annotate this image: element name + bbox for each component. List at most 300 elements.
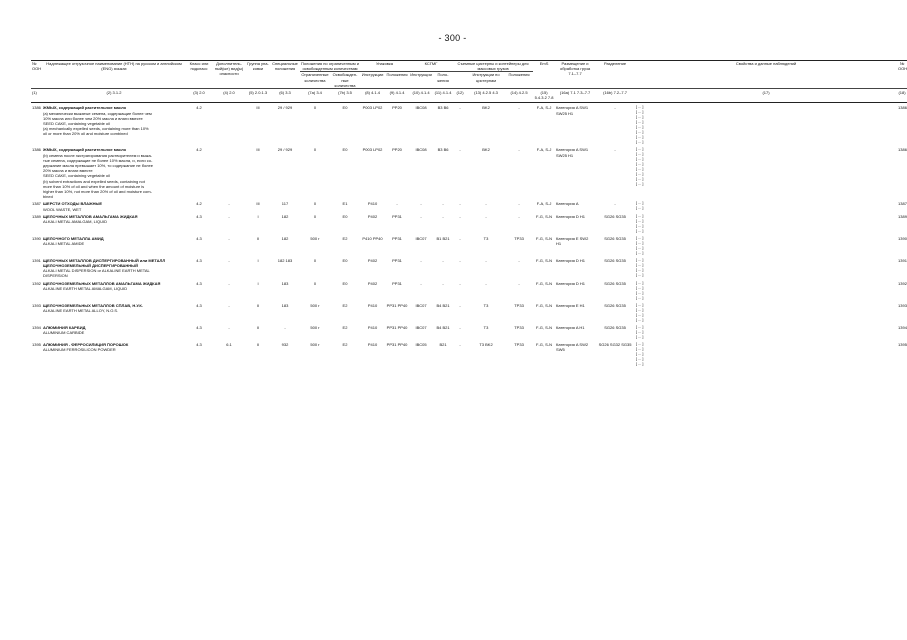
segregation-cell: SG26 SG32 SG35	[598, 341, 632, 347]
col-header-tank-provisions: Положения	[505, 72, 533, 89]
properties-line: [ ... ]	[636, 317, 644, 322]
packing-provision-cell: PP31 PP40	[386, 324, 408, 330]
ibc-instruction-cell: IBC08	[415, 105, 427, 111]
ibc-instruction-cell: IBC07	[415, 324, 427, 330]
stowage-cell: Категория A SW2 SW5	[556, 341, 589, 352]
colnum-3: (3) 2.0	[186, 89, 212, 103]
packing-provision-cell: PP20	[392, 147, 402, 153]
tank-instruction-cell: BK2	[482, 147, 490, 153]
col-header-ems: EmS	[533, 61, 555, 89]
subsidiary-risk-cell: -	[228, 235, 230, 241]
properties-line: [ ... ]	[636, 105, 644, 110]
table-row	[31, 147, 907, 199]
properties-line: [ ... ]	[636, 162, 644, 167]
product-name-line: 10% масла или более чем 20% масла и влаги вместе	[43, 115, 143, 121]
product-name-line: more than 10% of oil and when the amount of moisture is	[43, 183, 145, 189]
properties-cell	[635, 236, 897, 256]
properties-line: [ ... ]	[636, 147, 644, 152]
un-number-cell: 1386	[32, 105, 41, 111]
packing-instruction-cell: P410	[367, 324, 378, 330]
un-number-cell: 1387	[32, 201, 41, 207]
product-name-cell	[42, 201, 186, 211]
tank-provision-cell: TP33	[514, 341, 524, 347]
product-name-ru: ЖМЫХ, содержащий растительное масло	[43, 147, 127, 153]
class-cell: 4.3	[196, 213, 202, 219]
subsidiary-risk-cell: -	[228, 257, 230, 263]
packing-instruction-cell: P402	[367, 213, 378, 219]
page-number: - 300 -	[438, 33, 467, 43]
tank-provision-cell: TP33	[514, 324, 524, 330]
excepted-quantity-cell: E2	[342, 235, 348, 241]
tank-provision-cell: -	[518, 201, 520, 207]
table-row	[31, 214, 907, 234]
ems-cell: F-A, S-J	[536, 147, 552, 153]
product-name-line: держание масла превышает 10%, то содержание не более	[43, 163, 153, 169]
stowage-cell: Категория D H1	[556, 280, 585, 286]
excepted-quantity-cell: E0	[342, 213, 348, 219]
un-number-cell: 1395	[32, 341, 41, 347]
table-row	[31, 105, 907, 145]
product-name-cell	[42, 258, 186, 279]
product-name-line: ALKALINE EARTH METAL AMALGAM, LIQUID	[43, 285, 128, 291]
stowage-cell: Категория A H1	[556, 324, 585, 330]
class-cell: 4.3	[196, 341, 202, 347]
limited-quantity-cell: 0	[313, 201, 317, 207]
un-number-cell: 1393	[32, 302, 41, 308]
ibc-provision-cell: -	[442, 213, 444, 219]
properties-line: [ ... ]	[636, 272, 644, 277]
packing-group-cell: I	[257, 280, 259, 286]
un-number-right-cell: 1394	[898, 324, 907, 330]
packing-provision-cell: PP31	[392, 257, 402, 263]
product-name-cell	[42, 303, 186, 323]
special-provisions-cell: 932	[281, 341, 289, 347]
un-number-cell: 1391	[32, 257, 41, 263]
properties-cell	[635, 258, 897, 279]
properties-line: [ ... ]	[636, 290, 644, 295]
limited-quantity-cell: 500 г	[310, 324, 320, 330]
ems-cell: F-G, S-N	[536, 280, 553, 286]
un-number-right-cell: 1390	[898, 235, 907, 241]
packing-instruction-cell: P410	[367, 201, 378, 207]
colnum-5: (5) 2.0.1.3	[246, 89, 270, 103]
header-row	[31, 61, 907, 72]
excepted-quantity-cell: E2	[342, 302, 348, 308]
col12-cell: -	[459, 105, 461, 111]
table-row	[31, 325, 907, 340]
packing-provision-cell: -	[396, 201, 398, 207]
segregation-cell: -	[614, 147, 616, 153]
ems-cell: F-G, S-N	[536, 324, 553, 330]
special-provisions-cell: 183	[281, 302, 289, 308]
tank-instruction-cell: -	[485, 257, 487, 263]
stowage-cell: Категория E H1	[556, 302, 585, 308]
properties-line: [ ... ]	[636, 172, 644, 177]
properties-line: [ ... ]	[636, 218, 644, 223]
ems-cell: F-G, S-N	[536, 341, 553, 347]
product-name-line: bined	[43, 194, 53, 200]
segregation-cell: -	[614, 105, 616, 111]
product-name-line: oil or more than 20% oil and moisture combined	[43, 131, 128, 137]
col-header-packing-instructions: Инструкции	[360, 72, 385, 89]
colnum-15: (15) 5.4.3.2 7.8	[533, 89, 555, 103]
col-header-ibc-instructions: Инструкции	[409, 72, 433, 89]
special-provisions-cell: 29 / 929	[277, 105, 293, 111]
class-cell: 4.3	[196, 257, 202, 263]
colnum-16a: (16a) 7.1 7.3–7.7	[555, 89, 595, 103]
segregation-cell: SG26 SG35	[604, 302, 626, 308]
colnum-14: (14) 4.2.5	[505, 89, 533, 103]
product-name-ru: ЩЕЛОЧНЫХ МЕТАЛЛОВ АМАЛЬГАМА ЖИДКАЯ	[43, 213, 138, 219]
limited-quantity-cell: 500 г	[310, 235, 320, 241]
subsidiary-risk-cell	[212, 105, 246, 145]
product-name-ru: ЩЕЛОЧНОЗЕМЕЛЬНЫХ МЕТАЛЛОВ АМАЛЬГАМА ЖИДКАЯ	[43, 280, 161, 286]
properties-cell	[635, 342, 897, 367]
properties-cell	[635, 325, 897, 340]
segregation-cell: SG26 SG35	[604, 257, 626, 263]
col-header-class: Класс или подкласс	[186, 61, 212, 89]
ibc-instruction-cell: -	[420, 280, 422, 286]
limited-quantity-cell: 0	[313, 257, 317, 263]
product-name-cell	[42, 105, 186, 145]
class-cell: 4.2	[196, 201, 202, 207]
packing-group-cell: I	[257, 213, 259, 219]
product-name-line: SEED CAKE, containing vegetable oil	[43, 121, 110, 127]
col-header-packing-group: Группа упаковки	[246, 61, 270, 89]
colnum-16b: (16b) 7.2–7.7	[595, 89, 635, 103]
col-header-packing: Упаковка	[360, 61, 409, 72]
product-name-line: SEED CAKE, containing vegetable oil	[43, 173, 110, 179]
table-row	[31, 303, 907, 323]
class-cell: 4.2	[196, 105, 202, 111]
colnum-4: (4) 2.0	[212, 89, 246, 103]
ibc-instruction-cell: -	[420, 213, 422, 219]
col-header-limited-excepted: Положения по ограниченным и освобожденным количествам	[301, 61, 359, 72]
tank-instruction-cell: -	[485, 201, 487, 207]
ems-cell: F-G, S-N	[536, 235, 553, 241]
product-name-cell	[42, 342, 186, 367]
properties-line: [ ... ]	[636, 324, 644, 329]
excepted-quantity-cell: E0	[342, 257, 348, 263]
product-name-ru: АЛЮМИНИЯ КАРБИД	[43, 324, 86, 330]
un-number-right-cell: 1387	[898, 201, 907, 207]
table-row	[31, 281, 907, 301]
ibc-instruction-cell: -	[420, 257, 422, 263]
colnum-2: (2) 3.1.2	[42, 89, 186, 103]
product-name-ru: АЛЮМИНИЯ - ФЕРРОСИЛИЦИЯ ПОРОШОК	[43, 341, 129, 347]
ibc-provision-cell: B21	[439, 341, 447, 347]
colnum-10: (10) 4.1.4	[409, 89, 433, 103]
subsidiary-risk-cell: -	[228, 302, 230, 308]
subsidiary-risk-cell	[212, 147, 246, 199]
properties-line: [ ... ]	[636, 257, 644, 262]
product-name-ru: ЖМЫХ, содержащий растительное масло	[43, 105, 127, 111]
ibc-instruction-cell: IBC07	[415, 235, 427, 241]
properties-line: [ ... ]	[636, 329, 644, 334]
col-header-tanks: Съемные цистерны и контейнеры для массовых грузов	[453, 61, 533, 72]
table-row	[31, 258, 907, 279]
packing-group-cell: III	[256, 105, 260, 111]
packing-instruction-cell: P410	[367, 341, 378, 347]
properties-line: [ ... ]	[636, 120, 644, 125]
limited-quantity-cell: 0	[313, 213, 317, 219]
packing-instruction-cell: P003 LP02	[362, 105, 383, 111]
un-number-cell: 1392	[32, 280, 41, 286]
product-name-line: (b) семена после экстрагирования растворителем и выжа-	[43, 152, 153, 158]
packing-provision-cell: PP20	[392, 105, 402, 111]
properties-line: [ ... ]	[636, 115, 644, 120]
properties-line: [ ... ]	[636, 206, 644, 211]
table-row	[31, 201, 907, 211]
ibc-provision-cell: -	[442, 257, 444, 263]
colnum-13: (13) 4.2.5 4.3	[467, 89, 505, 103]
product-name-line: ALKALI METAL DISPERSION or ALKALINE EARTH METAL	[43, 268, 150, 274]
col-header-excepted: Освобожденные количества	[330, 72, 360, 89]
excepted-quantity-cell: E0	[342, 280, 348, 286]
properties-line: [ ... ]	[636, 346, 644, 351]
product-name-line: DISPERSION	[43, 273, 68, 279]
dangerous-goods-list-table	[31, 60, 907, 367]
packing-group-cell: III	[256, 147, 260, 153]
product-name-line: higher than 10%, not more than 20% of oil and moisture com-	[43, 189, 152, 195]
excepted-quantity-cell: E0	[342, 147, 348, 153]
un-number-cell: 1386	[32, 147, 41, 153]
tank-provision-cell: -	[518, 213, 520, 219]
colnum-11: (11) 4.1.4	[433, 89, 453, 103]
product-name-line: ALKALI METAL AMALGAM, LIQUID	[43, 219, 108, 225]
properties-cell	[635, 105, 897, 145]
ibc-provision-cell: B1 B21	[436, 235, 450, 241]
properties-line: [ ... ]	[636, 177, 644, 182]
tank-instruction-cell: T3	[483, 324, 489, 330]
properties-line: [ ... ]	[636, 140, 644, 145]
packing-provision-cell: PP31	[392, 280, 402, 286]
class-cell: 4.2	[196, 147, 202, 153]
product-name-cell	[42, 214, 186, 234]
tank-instruction-cell: -	[485, 280, 487, 286]
un-number-cell: 1390	[32, 235, 41, 241]
column-number-row	[31, 89, 907, 103]
tank-provision-cell: -	[518, 257, 520, 263]
properties-line: [ ... ]	[636, 130, 644, 135]
properties-line: [ ... ]	[636, 110, 644, 115]
col12-cell: -	[459, 257, 461, 263]
stowage-cell: Категория E SW2 H1	[556, 235, 589, 247]
col-header-ibc-provisions: Положения	[433, 72, 453, 89]
properties-line: [ ... ]	[636, 302, 644, 307]
col-header-subsidiary-risk: Дополнительный(ые) вид(ы) опасности	[212, 61, 246, 89]
limited-quantity-cell: 500 г	[310, 341, 320, 347]
un-number-right-cell: 1386	[898, 147, 907, 153]
tank-instruction-cell: T3	[483, 235, 489, 241]
properties-line: [ ... ]	[636, 361, 644, 366]
ibc-provision-cell: B4 B21	[436, 324, 450, 330]
tank-provision-cell: TP33	[514, 235, 524, 241]
class-cell: 4.3	[196, 280, 202, 286]
col-header-un: № ООН	[31, 61, 42, 89]
packing-provision-cell: PP31 PP40	[386, 302, 408, 308]
packing-provision-cell: PP31	[392, 235, 402, 241]
properties-line: [ ... ]	[636, 228, 644, 233]
col12-cell: -	[459, 341, 461, 347]
properties-line: [ ... ]	[636, 351, 644, 356]
properties-line: [ ... ]	[636, 135, 644, 140]
stowage-cell: Категория D H1	[556, 213, 585, 219]
tank-instruction-cell: T3	[483, 302, 489, 308]
packing-group-cell: II	[256, 324, 260, 330]
col12-cell: -	[459, 201, 461, 207]
packing-provision-cell: PP31	[392, 213, 402, 219]
limited-quantity-cell: 0	[313, 147, 317, 153]
properties-line: [ ... ]	[636, 213, 644, 218]
special-provisions-cell: 182	[281, 213, 289, 219]
colnum-8: (8) 4.1.4	[360, 89, 385, 103]
packing-group-cell: II	[256, 341, 260, 347]
colnum-7a: (7a) 3.4	[300, 89, 330, 103]
colnum-18: (18)	[897, 89, 907, 103]
table-row	[31, 342, 907, 367]
subsidiary-risk-cell: -	[228, 213, 230, 219]
class-cell: 4.3	[196, 235, 202, 241]
product-name-line: ALUMINIUM FERROSILICON POWDER	[43, 346, 116, 352]
un-number-right-cell: 1395	[898, 341, 907, 347]
ibc-provision-cell: B3 B6	[437, 147, 449, 153]
product-name-line: WOOL WASTE, WET	[43, 206, 82, 212]
properties-line: [ ... ]	[636, 295, 644, 300]
product-name-line: ALKALI METAL AMIDE	[43, 241, 85, 247]
ems-cell: F-A, S-J	[536, 201, 552, 207]
ibc-provision-cell: B3 B6	[437, 105, 449, 111]
tank-provision-cell: TP33	[514, 302, 524, 308]
special-provisions-cell: 29 / 929	[277, 147, 293, 153]
properties-line: [ ... ]	[636, 307, 644, 312]
product-name-ru: ЩЕЛОЧНЫХ МЕТАЛЛОВ ДИСПЕРГИРОВАННЫЙ или МЕТАЛЛ ЩЕЛОЧНОЗЕМЕЛЬНЫЙ ДИСПЕРГИРОВАННЫЙ	[43, 257, 166, 269]
colnum-7b: (7b) 3.5	[330, 89, 360, 103]
product-name-line: 20% масла и влаги вместе	[43, 168, 93, 174]
product-name-cell	[42, 236, 186, 256]
properties-line: [ ... ]	[636, 125, 644, 130]
un-number-right-cell: 1389	[898, 213, 907, 219]
properties-line: [ ... ]	[636, 250, 644, 255]
tank-provision-cell: -	[518, 105, 520, 111]
properties-cell	[635, 147, 897, 199]
ibc-instruction-cell: -	[420, 201, 422, 207]
properties-line: [ ... ]	[636, 182, 644, 187]
product-name-cell	[42, 281, 186, 301]
properties-line: [ ... ]	[636, 157, 644, 162]
un-number-right-cell: 1393	[898, 302, 907, 308]
packing-group-cell: II	[256, 302, 260, 308]
product-name-line: (b) solvent extractions and expelled seeds, containing not	[43, 178, 145, 184]
col12-cell: -	[459, 213, 461, 219]
ibc-instruction-cell: IBC07	[415, 302, 427, 308]
properties-line: [ ... ]	[636, 245, 644, 250]
col12-cell: -	[459, 147, 461, 153]
col-header-special-provisions: Специальные положения	[270, 61, 300, 89]
properties-line: [ ... ]	[636, 152, 644, 157]
col-header-col12	[453, 72, 467, 89]
dangerous-goods-table-sheet	[31, 60, 907, 367]
segregation-cell: -	[614, 201, 616, 207]
segregation-cell: SG26 SG35	[604, 213, 626, 219]
properties-line: [ ... ]	[636, 267, 644, 272]
col12-cell: -	[459, 280, 461, 286]
subsidiary-risk-cell: 6.1	[226, 341, 232, 347]
tank-instruction-cell: T3 BK2	[479, 341, 493, 347]
un-number-cell: 1394	[32, 324, 41, 330]
subsidiary-risk-cell: -	[228, 324, 230, 330]
packing-provision-cell: PP31 PP40	[386, 341, 408, 347]
class-cell: 4.3	[196, 302, 202, 308]
table-row	[31, 236, 907, 256]
product-name-line: (a) mechanically expelled seeds, containing more than 10%	[43, 126, 149, 132]
excepted-quantity-cell: E2	[342, 341, 348, 347]
class-cell: 4.3	[196, 324, 202, 330]
tank-provision-cell: -	[518, 280, 520, 286]
col-header-ibc: КСГМГ	[409, 61, 453, 72]
packing-instruction-cell: P410	[367, 302, 378, 308]
special-provisions-cell: 183	[281, 280, 289, 286]
colnum-12: (12)	[453, 89, 467, 103]
special-provisions-cell: 117	[281, 201, 289, 207]
properties-cell	[635, 201, 897, 211]
colnum-1: (1)	[31, 89, 42, 103]
properties-line: [ ... ]	[636, 240, 644, 245]
excepted-quantity-cell: E1	[342, 201, 348, 207]
subsidiary-risk-cell: -	[228, 280, 230, 286]
properties-cell	[635, 303, 897, 323]
excepted-quantity-cell: E0	[342, 105, 348, 111]
properties-line: [ ... ]	[636, 356, 644, 361]
col12-cell: -	[459, 324, 461, 330]
table-body	[31, 103, 907, 367]
col12-cell: -	[459, 302, 461, 308]
col12-cell: -	[459, 235, 461, 241]
un-number-right-cell: 1386	[898, 105, 907, 111]
stowage-cell: Категория A SW1 SW25 H1	[556, 147, 589, 158]
product-name-ru: ЩЕЛОЧНОГО МЕТАЛЛА АМИД	[43, 235, 104, 241]
ems-cell: F-G, S-N	[536, 302, 553, 308]
limited-quantity-cell: 0	[313, 105, 317, 111]
properties-line: [ ... ]	[636, 201, 644, 206]
un-number-right-cell: 1391	[898, 257, 907, 263]
ems-cell: F-G, S-N	[536, 257, 553, 263]
packing-group-cell: I	[257, 257, 259, 263]
product-name-ru: ШЕРСТИ ОТХОДЫ ВЛАЖНЫЕ	[43, 201, 103, 207]
tank-instruction-cell: BK2	[482, 105, 490, 111]
special-provisions-cell: 182	[281, 235, 289, 241]
properties-line: [ ... ]	[636, 285, 644, 290]
product-name-line: ALKALINE EARTH METAL ALLOY, N.O.S.	[43, 307, 119, 313]
colnum-17: (17)	[635, 89, 897, 103]
limited-quantity-cell: 500 г	[310, 302, 320, 308]
ibc-provision-cell: B4 B21	[436, 302, 450, 308]
packing-group-cell: II	[256, 235, 260, 241]
properties-line: [ ... ]	[636, 334, 644, 339]
segregation-cell: SG26 SG35	[604, 324, 626, 330]
col-header-stowage: Размещение и обработка груза 7.1–7.7	[555, 61, 595, 89]
ems-cell: F-G, S-N	[536, 213, 553, 219]
packing-instruction-cell: P402	[367, 257, 378, 263]
col-header-un-right: № ООН	[897, 61, 907, 89]
excepted-quantity-cell: E2	[342, 324, 348, 330]
colnum-6: (6) 3.3	[270, 89, 300, 103]
col-header-packing-provisions: Положения	[385, 72, 409, 89]
ibc-instruction-cell: IBC08	[415, 147, 427, 153]
segregation-cell: SG26 SG35	[604, 280, 626, 286]
packing-instruction-cell: P402	[367, 280, 378, 286]
properties-line: [ ... ]	[636, 262, 644, 267]
